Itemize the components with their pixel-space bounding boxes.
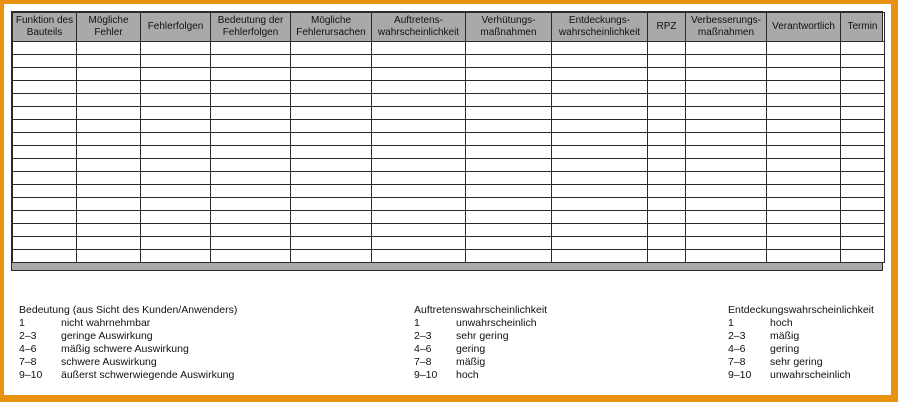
table-cell[interactable]: [686, 68, 767, 81]
table-cell[interactable]: [211, 224, 291, 237]
table-cell[interactable]: [841, 42, 885, 55]
legend-text: gering: [456, 343, 486, 355]
legend-title: Bedeutung (aus Sicht des Kunden/Anwenders): [19, 304, 238, 316]
table-cell[interactable]: [77, 211, 141, 224]
table-cell[interactable]: [13, 120, 77, 133]
table-cell[interactable]: [372, 185, 466, 198]
table-cell[interactable]: [767, 42, 841, 55]
table-cell[interactable]: [552, 94, 648, 107]
table-cell[interactable]: [211, 211, 291, 224]
legend-text: unwahrscheinlich: [770, 369, 851, 381]
col-header-bedeutung: Bedeutung der Fehlerfolgen: [211, 13, 291, 42]
table-cell[interactable]: [13, 172, 77, 185]
table-cell[interactable]: [77, 146, 141, 159]
table-cell[interactable]: [13, 55, 77, 68]
table-cell[interactable]: [291, 185, 372, 198]
col-header-fehler: Mögliche Fehler: [77, 13, 141, 42]
table-cell[interactable]: [767, 120, 841, 133]
table-cell[interactable]: [372, 81, 466, 94]
table-cell[interactable]: [686, 224, 767, 237]
table-cell[interactable]: [291, 159, 372, 172]
table-cell[interactable]: [372, 133, 466, 146]
table-cell[interactable]: [77, 133, 141, 146]
legend-key: 7–8: [414, 356, 432, 368]
table-cell[interactable]: [841, 81, 885, 94]
table-cell[interactable]: [466, 94, 552, 107]
table-cell[interactable]: [648, 237, 686, 250]
table-cell[interactable]: [686, 107, 767, 120]
legend-entry: [19, 369, 237, 382]
table-cell[interactable]: [552, 224, 648, 237]
table-cell[interactable]: [767, 237, 841, 250]
table-cell[interactable]: [648, 211, 686, 224]
table-cell[interactable]: [648, 146, 686, 159]
table-cell[interactable]: [372, 94, 466, 107]
table-cell[interactable]: [686, 185, 767, 198]
table-cell[interactable]: [552, 185, 648, 198]
table-cell[interactable]: [13, 237, 77, 250]
table-cell[interactable]: [13, 146, 77, 159]
table-cell[interactable]: [466, 133, 552, 146]
legend-entdeckung: [728, 304, 874, 382]
table-row: [13, 81, 885, 94]
legend-key: 2–3: [414, 330, 432, 342]
legend-key: 1: [414, 317, 420, 329]
table-cell[interactable]: [77, 237, 141, 250]
table-cell[interactable]: [552, 133, 648, 146]
table-cell[interactable]: [291, 237, 372, 250]
table-cell[interactable]: [466, 55, 552, 68]
table-cell[interactable]: [291, 224, 372, 237]
legend-key: 9–10: [19, 369, 43, 381]
table-cell[interactable]: [466, 42, 552, 55]
table-cell[interactable]: [211, 120, 291, 133]
legend-key: 1: [728, 317, 734, 329]
table-cell[interactable]: [13, 250, 77, 263]
table-cell[interactable]: [211, 159, 291, 172]
fmea-table-area: [11, 11, 883, 271]
legend-entry: [19, 356, 237, 369]
table-cell[interactable]: [767, 172, 841, 185]
table-cell[interactable]: [141, 146, 211, 159]
table-cell[interactable]: [767, 55, 841, 68]
table-cell[interactable]: [648, 94, 686, 107]
legend-text: mäßig schwere Auswirkung: [61, 343, 189, 355]
table-cell[interactable]: [552, 42, 648, 55]
table-cell[interactable]: [686, 237, 767, 250]
table-cell[interactable]: [841, 211, 885, 224]
col-header-verantwortlich: Verantwortlich: [767, 13, 841, 42]
legend-key: 2–3: [19, 330, 37, 342]
table-cell[interactable]: [767, 107, 841, 120]
table-cell[interactable]: [841, 68, 885, 81]
table-cell[interactable]: [841, 133, 885, 146]
table-cell[interactable]: [372, 42, 466, 55]
table-cell[interactable]: [211, 250, 291, 263]
table-cell[interactable]: [13, 185, 77, 198]
table-cell[interactable]: [211, 107, 291, 120]
table-cell[interactable]: [141, 237, 211, 250]
col-header-fehlerfolgen: Fehlerfolgen: [141, 13, 211, 42]
table-row: [13, 172, 885, 185]
col-header-verbesserung: Verbesserungs-maßnahmen: [686, 13, 767, 42]
table-cell[interactable]: [767, 146, 841, 159]
table-cell[interactable]: [77, 94, 141, 107]
legend-entry: [728, 343, 874, 356]
table-row: [13, 185, 885, 198]
table-cell[interactable]: [841, 237, 885, 250]
table-cell[interactable]: [141, 185, 211, 198]
table-cell[interactable]: [552, 211, 648, 224]
table-cell[interactable]: [841, 198, 885, 211]
table-cell[interactable]: [372, 159, 466, 172]
table-cell[interactable]: [552, 55, 648, 68]
table-cell[interactable]: [291, 133, 372, 146]
table-cell[interactable]: [77, 81, 141, 94]
table-cell[interactable]: [841, 120, 885, 133]
table-row: [13, 146, 885, 159]
table-row: [13, 159, 885, 172]
table-cell[interactable]: [291, 68, 372, 81]
table-cell[interactable]: [648, 81, 686, 94]
table-cell[interactable]: [372, 172, 466, 185]
table-cell[interactable]: [291, 107, 372, 120]
legend-key: 9–10: [414, 369, 438, 381]
table-cell[interactable]: [466, 172, 552, 185]
table-cell[interactable]: [372, 107, 466, 120]
table-cell[interactable]: [552, 68, 648, 81]
legend-key: 7–8: [19, 356, 37, 368]
table-cell[interactable]: [841, 224, 885, 237]
table-cell[interactable]: [141, 211, 211, 224]
table-cell[interactable]: [141, 133, 211, 146]
table-cell[interactable]: [466, 198, 552, 211]
legend-text: hoch: [770, 317, 793, 329]
legend-entry: [414, 369, 547, 382]
table-cell[interactable]: [648, 159, 686, 172]
table-cell[interactable]: [841, 94, 885, 107]
legend-text: unwahrscheinlich: [456, 317, 537, 329]
table-cell[interactable]: [552, 146, 648, 159]
table-cell[interactable]: [648, 107, 686, 120]
table-row: [13, 224, 885, 237]
table-cell[interactable]: [648, 172, 686, 185]
table-cell[interactable]: [648, 185, 686, 198]
table-cell[interactable]: [211, 133, 291, 146]
table-cell[interactable]: [77, 185, 141, 198]
table-cell[interactable]: [77, 55, 141, 68]
legend-text: sehr gering: [770, 356, 823, 368]
table-cell[interactable]: [372, 120, 466, 133]
table-cell[interactable]: [466, 68, 552, 81]
table-cell[interactable]: [686, 81, 767, 94]
table-cell[interactable]: [841, 159, 885, 172]
table-cell[interactable]: [686, 55, 767, 68]
table-cell[interactable]: [767, 159, 841, 172]
table-cell[interactable]: [372, 68, 466, 81]
legend-entry: [728, 356, 874, 369]
table-cell[interactable]: [648, 120, 686, 133]
table-cell[interactable]: [13, 198, 77, 211]
table-cell[interactable]: [211, 198, 291, 211]
table-cell[interactable]: [13, 224, 77, 237]
legend-text: gering: [770, 343, 800, 355]
table-row: [13, 198, 885, 211]
table-cell[interactable]: [13, 211, 77, 224]
legend-entry: [414, 356, 547, 369]
legend-bedeutung: [19, 304, 237, 382]
table-cell[interactable]: [291, 198, 372, 211]
table-cell[interactable]: [211, 146, 291, 159]
legend-title: Entdeckungswahrscheinlichkeit: [728, 304, 874, 316]
legend-text: mäßig: [770, 330, 800, 342]
fmea-table: [12, 12, 885, 263]
table-cell[interactable]: [211, 81, 291, 94]
col-header-funktion: Funktion des Bauteils: [13, 13, 77, 42]
legend-entry: [728, 330, 874, 343]
table-cell[interactable]: [767, 185, 841, 198]
table-row: [13, 68, 885, 81]
table-cell[interactable]: [466, 237, 552, 250]
table-row: [13, 94, 885, 107]
col-header-verhuetung: Verhütungs-maßnahmen: [466, 13, 552, 42]
legend-auftreten: [414, 304, 547, 382]
legend-entry: [728, 369, 874, 382]
table-row: [13, 120, 885, 133]
table-cell[interactable]: [767, 211, 841, 224]
table-cell[interactable]: [77, 172, 141, 185]
table-cell[interactable]: [552, 81, 648, 94]
table-cell[interactable]: [291, 172, 372, 185]
table-cell[interactable]: [552, 172, 648, 185]
legend-entry: [414, 317, 547, 330]
table-cell[interactable]: [372, 250, 466, 263]
legend-title: Auftretenswahrscheinlichkeit: [414, 304, 548, 316]
legend-text: äußerst schwerwiegende Auswirkung: [61, 369, 235, 381]
table-cell[interactable]: [291, 42, 372, 55]
table-cell[interactable]: [141, 55, 211, 68]
table-cell[interactable]: [648, 55, 686, 68]
table-cell[interactable]: [767, 133, 841, 146]
table-cell[interactable]: [291, 81, 372, 94]
table-cell[interactable]: [686, 146, 767, 159]
legend-entry: [728, 317, 874, 330]
table-cell[interactable]: [841, 172, 885, 185]
table-cell[interactable]: [141, 250, 211, 263]
table-cell[interactable]: [466, 81, 552, 94]
legend-text: sehr gering: [456, 330, 509, 342]
table-cell[interactable]: [372, 55, 466, 68]
legend-text: schwere Auswirkung: [61, 356, 157, 368]
table-cell[interactable]: [466, 185, 552, 198]
table-cell[interactable]: [686, 211, 767, 224]
table-cell[interactable]: [841, 55, 885, 68]
table-cell[interactable]: [552, 250, 648, 263]
table-cell[interactable]: [648, 42, 686, 55]
table-row: [13, 237, 885, 250]
table-cell[interactable]: [291, 211, 372, 224]
table-cell[interactable]: [211, 185, 291, 198]
table-row: [13, 250, 885, 263]
legend-entry: [19, 330, 237, 343]
table-cell[interactable]: [291, 146, 372, 159]
col-header-rpz: RPZ: [648, 13, 686, 42]
table-cell[interactable]: [211, 172, 291, 185]
table-cell[interactable]: [13, 81, 77, 94]
legend-entry: [414, 330, 547, 343]
table-cell[interactable]: [291, 55, 372, 68]
table-cell[interactable]: [291, 94, 372, 107]
col-header-termin: Termin: [841, 13, 885, 42]
table-cell[interactable]: [77, 250, 141, 263]
table-cell[interactable]: [211, 42, 291, 55]
table-cell[interactable]: [686, 42, 767, 55]
table-cell[interactable]: [372, 198, 466, 211]
table-cell[interactable]: [13, 68, 77, 81]
legend-entry: [19, 343, 237, 356]
legend-key: 4–6: [19, 343, 37, 355]
table-cell[interactable]: [13, 133, 77, 146]
table-cell[interactable]: [686, 94, 767, 107]
table-row: [13, 133, 885, 146]
table-cell[interactable]: [372, 211, 466, 224]
fmea-sheet: [4, 4, 891, 395]
legend-text: nicht wahrnehmbar: [61, 317, 151, 329]
table-cell[interactable]: [466, 224, 552, 237]
table-row: [13, 42, 885, 55]
legend-key: 2–3: [728, 330, 746, 342]
table-cell[interactable]: [141, 94, 211, 107]
table-cell[interactable]: [77, 107, 141, 120]
table-cell[interactable]: [291, 250, 372, 263]
table-cell[interactable]: [211, 94, 291, 107]
table-cell[interactable]: [466, 107, 552, 120]
table-header-row: [13, 13, 885, 42]
table-cell[interactable]: [767, 81, 841, 94]
table-cell[interactable]: [466, 146, 552, 159]
table-cell[interactable]: [552, 159, 648, 172]
legend-key: 7–8: [728, 356, 746, 368]
table-cell[interactable]: [141, 224, 211, 237]
table-cell[interactable]: [686, 172, 767, 185]
table-cell[interactable]: [767, 250, 841, 263]
legend-key: 4–6: [414, 343, 432, 355]
legend-entry: [19, 317, 237, 330]
table-cell[interactable]: [686, 159, 767, 172]
legend-text: geringe Auswirkung: [61, 330, 153, 342]
table-cell[interactable]: [841, 250, 885, 263]
table-row: [13, 107, 885, 120]
table-cell[interactable]: [552, 120, 648, 133]
table-cell[interactable]: [686, 198, 767, 211]
table-cell[interactable]: [141, 68, 211, 81]
table-cell[interactable]: [372, 146, 466, 159]
table-cell[interactable]: [686, 250, 767, 263]
table-cell[interactable]: [141, 107, 211, 120]
table-cell[interactable]: [648, 68, 686, 81]
table-cell[interactable]: [77, 198, 141, 211]
table-cell[interactable]: [77, 159, 141, 172]
col-header-fehlerursachen: Mögliche Fehlerursachen: [291, 13, 372, 42]
table-cell[interactable]: [13, 159, 77, 172]
table-cell[interactable]: [648, 198, 686, 211]
table-cell[interactable]: [141, 172, 211, 185]
table-cell[interactable]: [767, 94, 841, 107]
table-cell[interactable]: [686, 120, 767, 133]
table-cell[interactable]: [648, 133, 686, 146]
table-cell[interactable]: [77, 224, 141, 237]
table-cell[interactable]: [211, 237, 291, 250]
table-row: [13, 55, 885, 68]
table-cell[interactable]: [291, 120, 372, 133]
table-cell[interactable]: [141, 81, 211, 94]
table-cell[interactable]: [13, 42, 77, 55]
table-cell[interactable]: [211, 68, 291, 81]
table-cell[interactable]: [77, 68, 141, 81]
legend-key: 9–10: [728, 369, 752, 381]
table-cell[interactable]: [372, 237, 466, 250]
table-cell[interactable]: [211, 55, 291, 68]
table-cell[interactable]: [466, 211, 552, 224]
table-cell[interactable]: [141, 159, 211, 172]
table-cell[interactable]: [648, 224, 686, 237]
table-cell[interactable]: [648, 250, 686, 263]
table-cell[interactable]: [841, 146, 885, 159]
table-row: [13, 211, 885, 224]
table-cell[interactable]: [686, 133, 767, 146]
table-cell[interactable]: [552, 198, 648, 211]
table-cell[interactable]: [77, 42, 141, 55]
table-cell[interactable]: [552, 107, 648, 120]
table-cell[interactable]: [141, 42, 211, 55]
legend-text: hoch: [456, 369, 479, 381]
table-cell[interactable]: [13, 107, 77, 120]
legend-text: mäßig: [456, 356, 486, 368]
col-header-entdeckung: Entdeckungs-wahrscheinlichkeit: [552, 13, 648, 42]
table-cell[interactable]: [77, 120, 141, 133]
table-cell[interactable]: [841, 185, 885, 198]
table-cell[interactable]: [13, 94, 77, 107]
table-cell[interactable]: [767, 224, 841, 237]
table-cell[interactable]: [466, 250, 552, 263]
table-cell[interactable]: [141, 198, 211, 211]
legend-key: 1: [19, 317, 25, 329]
legend-entry: [414, 343, 547, 356]
table-cell[interactable]: [372, 224, 466, 237]
table-cell[interactable]: [466, 120, 552, 133]
table-cell[interactable]: [552, 237, 648, 250]
col-header-auftreten: Auftretens-wahrscheinlichkeit: [372, 13, 466, 42]
table-cell[interactable]: [767, 68, 841, 81]
table-cell[interactable]: [767, 198, 841, 211]
table-cell[interactable]: [466, 159, 552, 172]
table-cell[interactable]: [841, 107, 885, 120]
table-cell[interactable]: [141, 120, 211, 133]
legend-key: 4–6: [728, 343, 746, 355]
